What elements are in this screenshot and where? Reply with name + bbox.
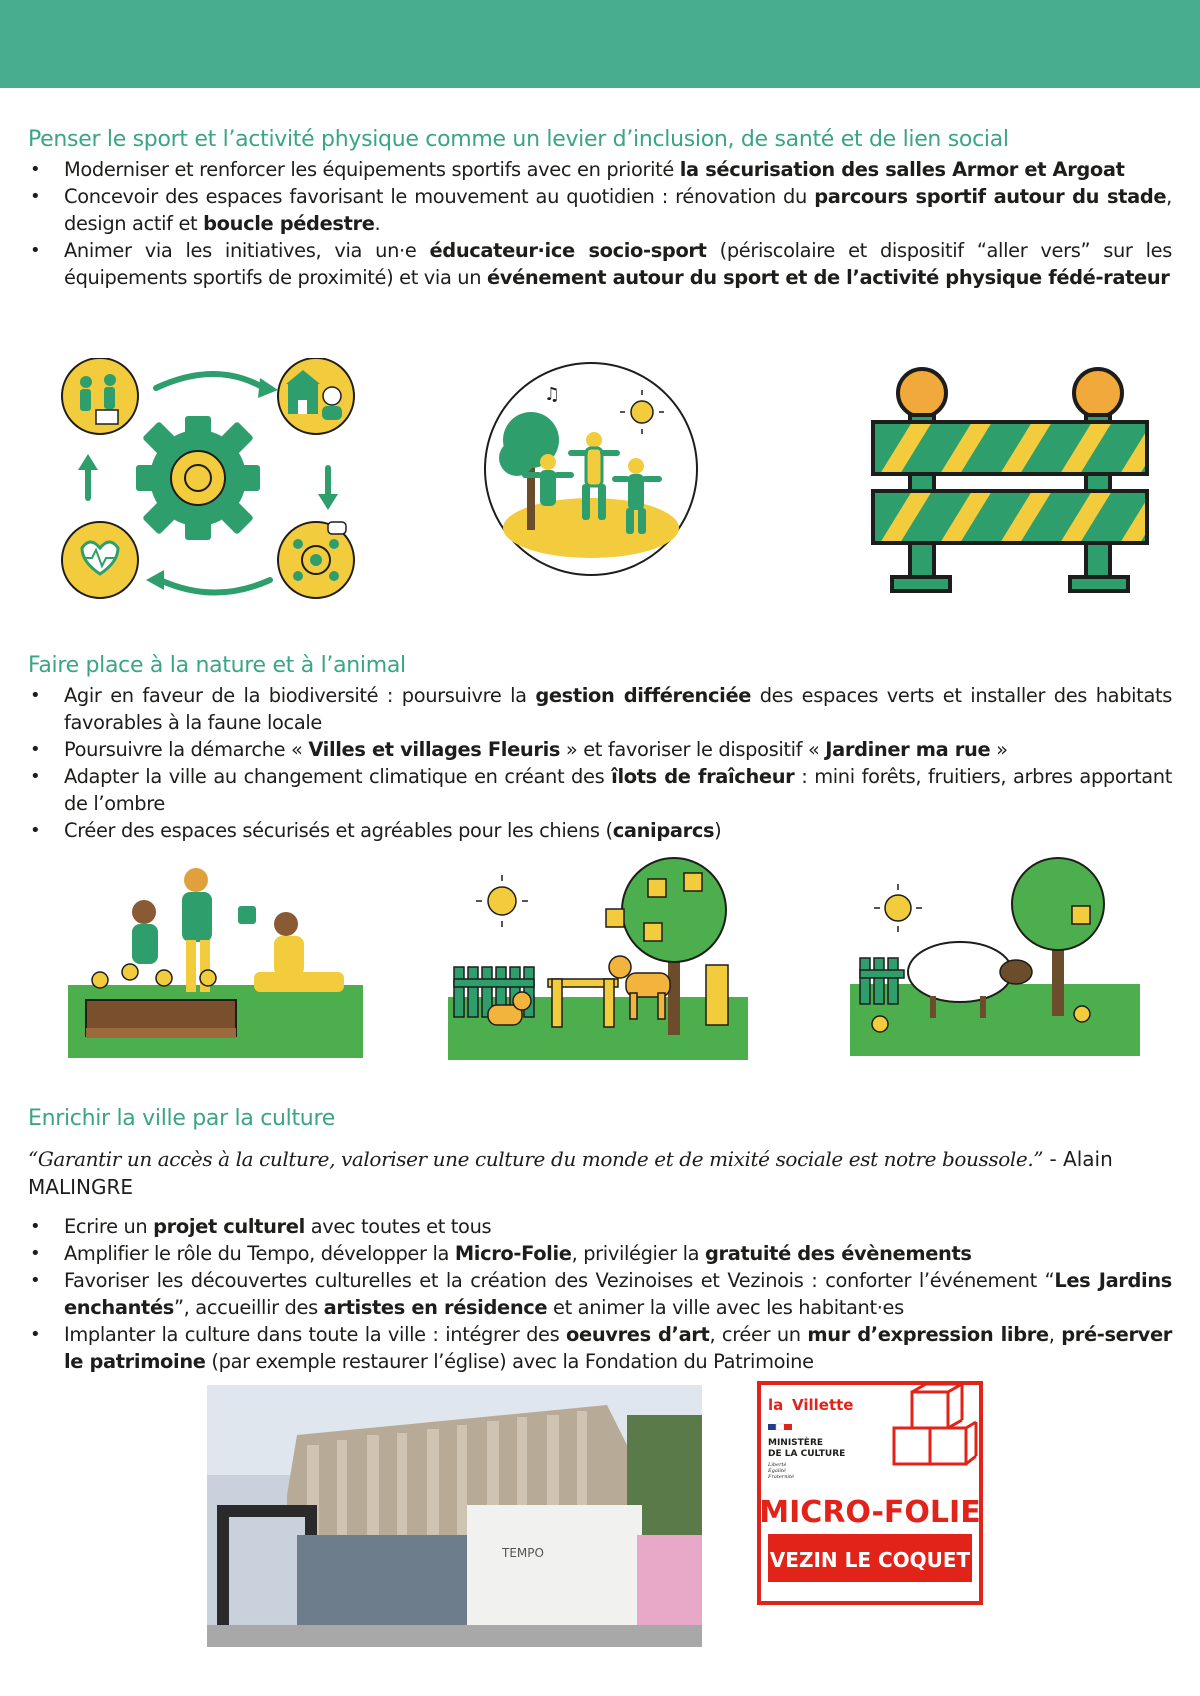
bullet-list [28, 1213, 1172, 1375]
text: Créer des espaces sécurisés et agréables pour les chiens ( [64, 819, 613, 842]
text: ) [714, 819, 722, 842]
text: Animer via les initiatives, via un·e [64, 239, 430, 262]
bold-text: Micro-Folie [454, 1242, 572, 1265]
bullet-item [28, 736, 1172, 763]
tempo-building-photo [207, 1385, 702, 1647]
bullet-item [28, 183, 1172, 237]
gear-icon [136, 416, 260, 540]
bold-text: projet culturel [153, 1215, 305, 1238]
section-title: Faire place à la nature et à l’animal [28, 653, 406, 678]
quote [28, 1145, 1172, 1201]
text: (par exemple restaurer l’église) avec la Fondation du Patrimoine [205, 1350, 814, 1373]
bold-text: gestion différenciée [535, 684, 752, 707]
outdoor-exercise-illustration [482, 360, 700, 578]
bold-text: éducateur·ice socio-sport [429, 239, 707, 262]
safety-barrier-illustration [870, 365, 1150, 597]
bold-text: pré-server le patrimoine [64, 1323, 1172, 1373]
bold-text: gratuité des évènements [705, 1242, 972, 1265]
motto-3: Fraternité [768, 1474, 794, 1480]
bold-text: îlots de fraîcheur [611, 765, 795, 788]
microfolie-title: MICRO-FOLIE [759, 1495, 981, 1530]
bullet-list [28, 156, 1172, 291]
bold-text: artistes en résidence [323, 1296, 548, 1319]
text: (périscolaire et dispositif “aller vers” sur les équipements sportifs de proximité) et via un [64, 239, 1172, 289]
bullet-item [28, 1321, 1172, 1375]
microfolie-place: VEZIN LE COQUET [769, 1548, 971, 1572]
section-sport [28, 127, 1172, 291]
quote-author: - Alain MALINGRE [28, 1147, 1113, 1199]
health-heart-icon [62, 522, 138, 598]
sheep-meadow-illustration [850, 846, 1140, 1056]
microfolie-logo [756, 1380, 984, 1606]
bold-text: oeuvres d’art [566, 1323, 710, 1346]
gardening-illustration [68, 860, 363, 1058]
bold-text: caniparcs [612, 819, 715, 842]
bullet-item [28, 156, 1172, 183]
sun-icon [874, 884, 922, 932]
text: Poursuivre la démarche « [64, 738, 309, 761]
text: » [990, 738, 1008, 761]
school-teacher-icon [278, 358, 354, 434]
bullet-list [28, 682, 1172, 844]
bullet-item [28, 1240, 1172, 1267]
text: Adapter la ville au changement climatique en créant des [64, 765, 612, 788]
bullet-item [28, 237, 1172, 291]
bold-text: événement autour du sport et de l’activité physique fédé-rateur [486, 266, 1170, 289]
tempo-sign: TEMPO [502, 1546, 544, 1560]
sport-cycle-illustration [60, 358, 365, 603]
sun-icon [476, 875, 528, 927]
bullet-item [28, 1213, 1172, 1240]
text: » et favoriser le dispositif « [560, 738, 826, 761]
text: . [374, 212, 381, 235]
section-culture [28, 1106, 1172, 1375]
bullet-item [28, 763, 1172, 817]
text: , privilégier la [571, 1242, 705, 1265]
dog-park-illustration [448, 855, 748, 1060]
bold-text: mur d’expression libre [807, 1323, 1049, 1346]
text: Favoriser les découvertes culturelles et la création des Vezinoises et Vezinois : conforter l’événement “ [64, 1269, 1055, 1292]
section-title: Enrichir la ville par la culture [28, 1106, 335, 1131]
bold-text: Jardiner ma rue [825, 738, 991, 761]
text: Agir en faveur de la biodiversité : poursuivre la [64, 684, 536, 707]
fence-icon [860, 958, 904, 1004]
text: Amplifier le rôle du Tempo, développer la [64, 1242, 455, 1265]
text: , design actif et [64, 185, 1172, 235]
text: et animer la ville avec les habitant·es [547, 1296, 904, 1319]
bold-text: Villes et villages Fleuris [308, 738, 561, 761]
section-nature [28, 653, 1172, 844]
text: Implanter la culture dans toute la ville : intégrer des [64, 1323, 567, 1346]
bold-text: parcours sportif autour du stade [814, 185, 1167, 208]
svg-text:♫: ♫ [544, 384, 561, 405]
social-network-icon [278, 522, 354, 598]
motto-1: Liberté [768, 1462, 787, 1468]
ministry-line2: DE LA CULTURE [768, 1449, 846, 1459]
bullet-item [28, 817, 1172, 844]
text: ”, accueillir des [173, 1296, 324, 1319]
text: Concevoir des espaces favorisant le mouvement au quotidien : rénovation du [64, 185, 815, 208]
ministry-line1: MINISTÈRE [768, 1438, 824, 1448]
quote-text: “Garantir un accès à la culture, valoriser une culture du monde et de mixité sociale est notre boussole.” [28, 1147, 1044, 1171]
sunflower-icon [92, 964, 216, 988]
bold-text: boucle pédestre [203, 212, 375, 235]
brand-la: la [768, 1396, 784, 1414]
text: des espaces verts et installer des habitats favorables à la faune locale [64, 684, 1172, 734]
text: Moderniser et renforcer les équipements sportifs avec en priorité [64, 158, 680, 181]
bold-text: Les Jardins enchantés [64, 1269, 1172, 1319]
bullet-item [28, 1267, 1172, 1321]
text: : mini forêts, fruitiers, arbres apportant de l’ombre [64, 765, 1172, 815]
text: , créer un [709, 1323, 808, 1346]
motto-2: Égalité [768, 1468, 786, 1474]
section-title: Penser le sport et l’activité physique comme un levier d’inclusion, de santé et de lien social [28, 127, 1009, 152]
text: , [1048, 1323, 1062, 1346]
bullet-item [28, 682, 1172, 736]
brand-villette: Villette [792, 1396, 854, 1414]
text: Ecrire un [64, 1215, 154, 1238]
sports-kids-icon [62, 358, 138, 434]
text: avec toutes et tous [304, 1215, 492, 1238]
header-band [0, 0, 1200, 88]
bold-text: la sécurisation des salles Armor et Argoat [679, 158, 1125, 181]
